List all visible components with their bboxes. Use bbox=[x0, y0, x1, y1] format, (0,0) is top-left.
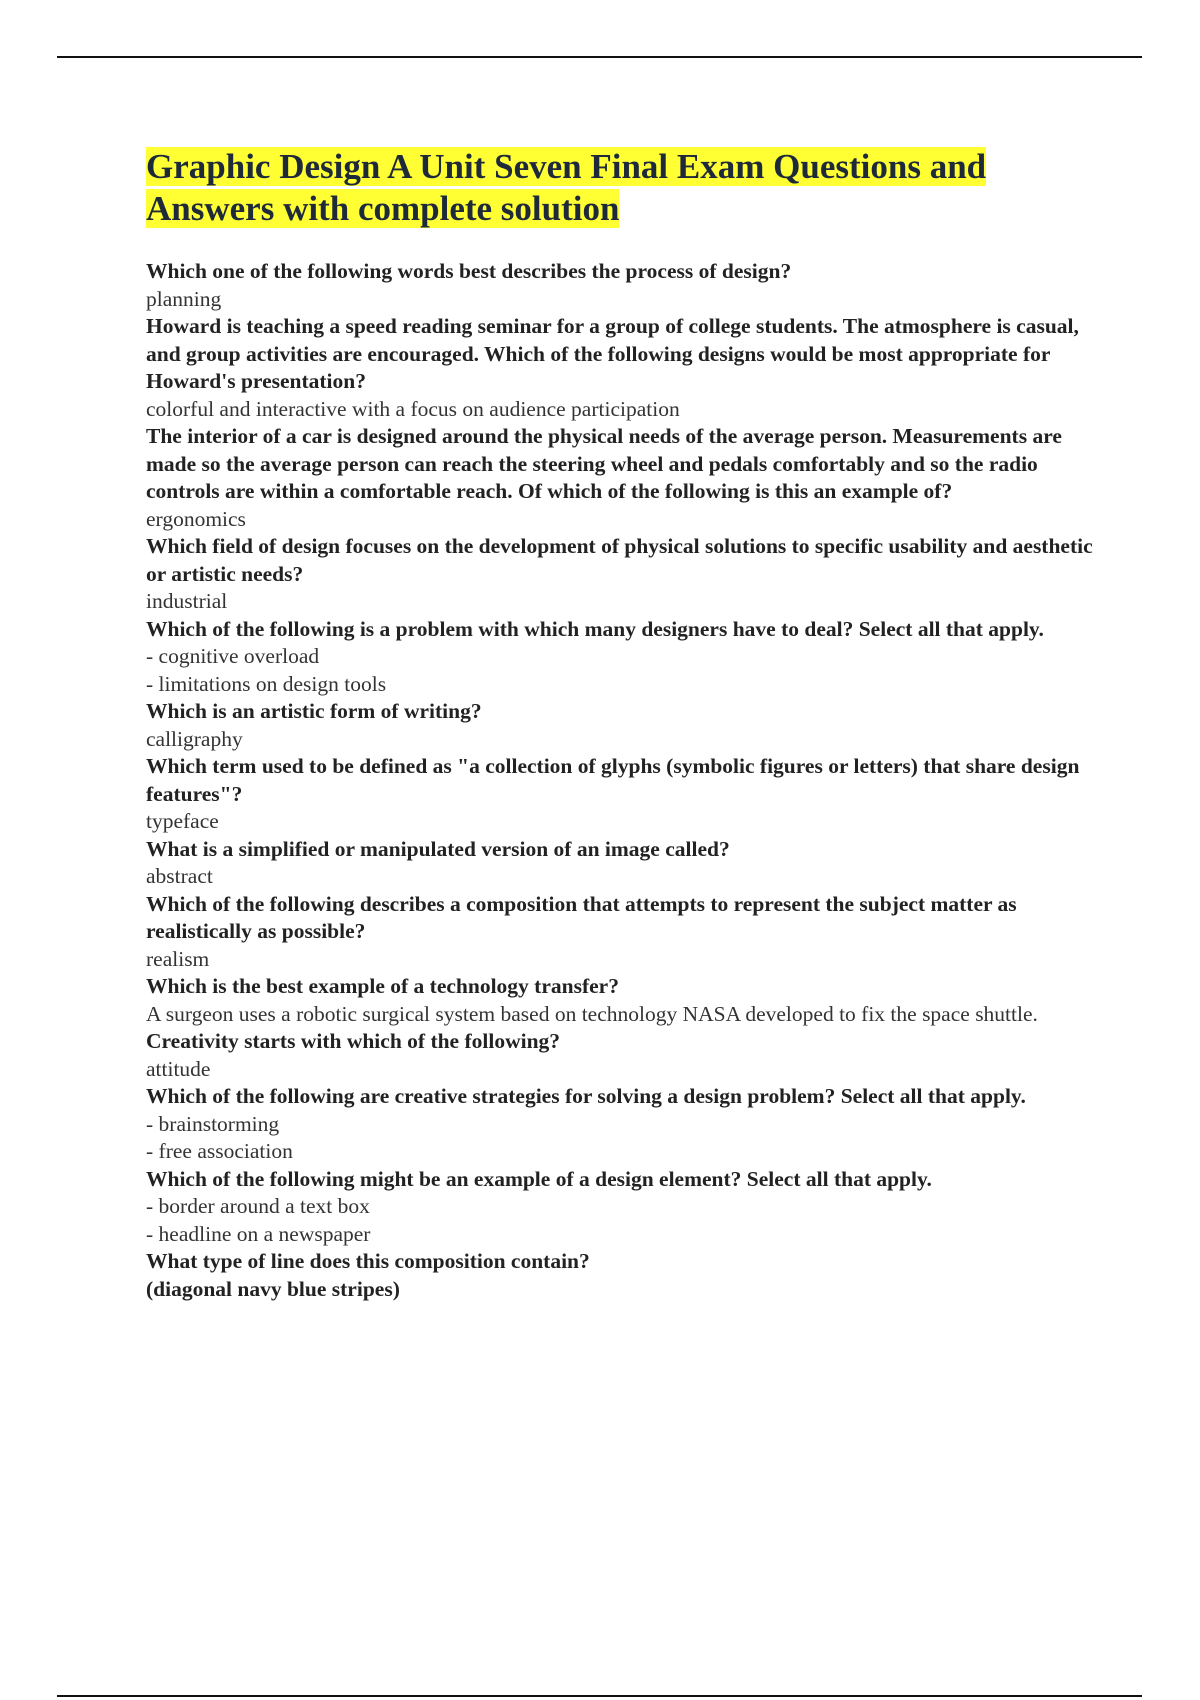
answer: colorful and interactive with a focus on audience participation bbox=[146, 396, 680, 421]
answer: - headline on a newspaper bbox=[146, 1221, 371, 1246]
top-rule bbox=[57, 56, 1142, 58]
question: Which is the best example of a technology transfer? bbox=[146, 974, 619, 998]
answer: industrial bbox=[146, 589, 228, 613]
question: Which of the following might be an example of a design element? Select all that apply. bbox=[146, 1166, 932, 1191]
question-line: (diagonal navy blue stripes) bbox=[146, 1276, 400, 1301]
question: Creativity starts with which of the following? bbox=[146, 1029, 561, 1053]
question: Which of the following are creative strategies for solving a design problem? Select all that apply. bbox=[146, 1084, 1026, 1108]
answer: A surgeon uses a robotic surgical system based on technology NASA developed to fix the space shuttle. bbox=[146, 1001, 1038, 1026]
question: Which term used to be defined as "a collection of glyphs (symbolic figures or letters) that share design features"? bbox=[146, 754, 1080, 806]
qa-item bbox=[146, 973, 1096, 1028]
qa-list bbox=[146, 258, 1096, 1303]
title-highlight: Graphic Design A Unit Seven Final Exam Questions and Answers with complete solution bbox=[146, 147, 987, 228]
answer: attitude bbox=[146, 1056, 211, 1081]
answer: ergonomics bbox=[146, 506, 246, 531]
answer: - free association bbox=[146, 1139, 293, 1163]
question: Which of the following is a problem with which many designers have to deal? Select all that apply. bbox=[146, 616, 1044, 641]
qa-item bbox=[146, 616, 1096, 699]
qa-item bbox=[146, 1028, 1096, 1083]
qa-item bbox=[146, 753, 1096, 836]
question: Howard is teaching a speed reading seminar for a group of college students. The atmosphere is casual, and group activities are encouraged. Which of the following designs would be most appropriate for Howard's presentation? bbox=[146, 314, 1079, 393]
answer: abstract bbox=[146, 864, 213, 888]
document-title bbox=[146, 146, 1096, 230]
bottom-rule bbox=[57, 1695, 1142, 1697]
answer: - brainstorming bbox=[146, 1111, 280, 1136]
qa-item bbox=[146, 258, 1096, 313]
answer: calligraphy bbox=[146, 726, 243, 751]
answer: - limitations on design tools bbox=[146, 671, 387, 696]
qa-item bbox=[146, 836, 1096, 891]
answer: planning bbox=[146, 286, 222, 311]
question: Which field of design focuses on the development of physical solutions to specific usability and aesthetic or artistic needs? bbox=[146, 534, 1093, 586]
answer: typeface bbox=[146, 809, 219, 833]
question: Which is an artistic form of writing? bbox=[146, 699, 482, 723]
answer: realism bbox=[146, 946, 210, 971]
document-body bbox=[146, 146, 1096, 1303]
question: Which one of the following words best describes the process of design? bbox=[146, 259, 792, 283]
answer: - cognitive overload bbox=[146, 644, 320, 668]
qa-item bbox=[146, 1248, 1096, 1303]
question: The interior of a car is designed around the physical needs of the average person. Measurements are made so the average person can reach the steering wheel and pedals comfortably and so the radio controls are within a comfortable reach. Of which of the following is this an example of? bbox=[146, 424, 1062, 503]
qa-item bbox=[146, 698, 1096, 753]
qa-item bbox=[146, 1166, 1096, 1249]
qa-item bbox=[146, 313, 1096, 423]
question: What is a simplified or manipulated version of an image called? bbox=[146, 836, 730, 861]
qa-item bbox=[146, 891, 1096, 974]
qa-item bbox=[146, 423, 1096, 533]
question-line: What type of line does this composition contain? bbox=[146, 1249, 590, 1273]
answer: - border around a text box bbox=[146, 1194, 370, 1218]
question: Which of the following describes a composition that attempts to represent the subject matter as realistically as possible? bbox=[146, 891, 1017, 943]
qa-item bbox=[146, 533, 1096, 616]
qa-item bbox=[146, 1083, 1096, 1166]
